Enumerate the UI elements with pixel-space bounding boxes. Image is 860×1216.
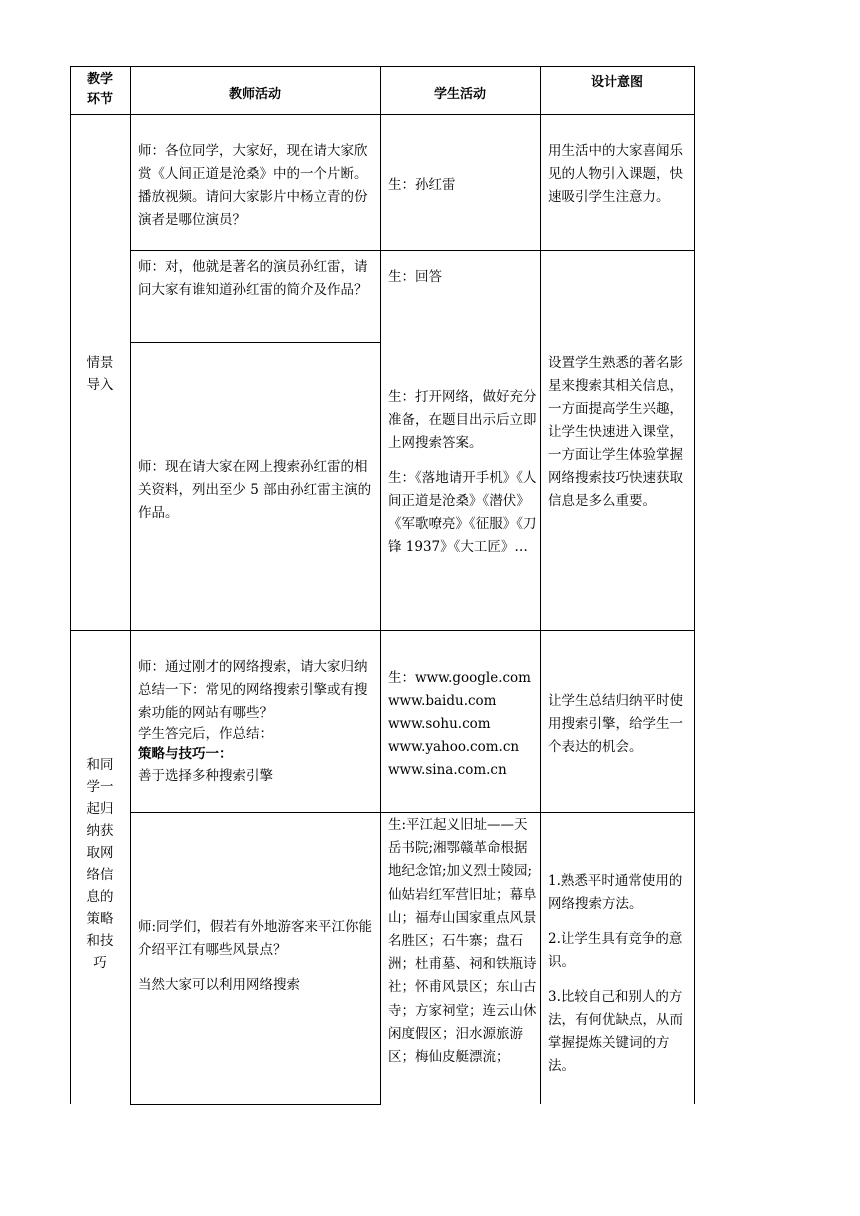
s2-row2-teacher-p2: 当然大家可以利用网络搜索 xyxy=(138,977,300,993)
col-left-border xyxy=(70,66,71,1104)
s2-row2-intent-p1: 1.熟悉平时通常使用的网络搜索方法。 xyxy=(548,873,683,912)
s2-row1-intent: 让学生总结归纳平时使用搜索引擎，给学生一个表达的机会。 xyxy=(548,693,683,755)
s1-row3-student-p2: 生：《落地请开手机》《人间正道是沧桑》《潜伏》《军歌嘹亮》《征服》《刀锋 1937》《大工匠》… xyxy=(388,470,537,555)
s1-row3-student-p1: 生：打开网络，做好充分准备，在题目出示后立即上网搜索答案。 xyxy=(388,389,537,451)
s2-row2-teacher xyxy=(138,916,376,997)
s2-row1-teacher-p3: 善于选择多种搜索引擎 xyxy=(138,768,273,784)
header-teacher-activity: 教师活动 xyxy=(228,87,281,102)
s2-row2-teacher-p1: 师:同学们，假若有外地游客来平江你能介绍平江有哪些风景点？ xyxy=(138,919,373,958)
search-site-line-0: 生：www.google.com xyxy=(388,670,531,686)
col-student-divider xyxy=(540,66,541,1104)
row1-bottom-rule xyxy=(130,250,695,251)
stage-summarize-strategies: 和同 学一 起归 纳获 取网 络信 息的 策略 和技 巧 xyxy=(86,757,114,971)
stage-scenario-intro: 情景 导入 xyxy=(86,355,114,393)
search-site-line-3: www.yahoo.com.cn xyxy=(388,739,520,755)
s2-row2-intent xyxy=(548,870,690,1078)
header-design-intent: 设计意图 xyxy=(590,75,643,90)
header-student-activity: 学生活动 xyxy=(433,87,486,102)
header-stage: 教学 环节 xyxy=(86,72,113,107)
col-stage-divider xyxy=(130,66,131,1105)
s2-row2-intent-p3: 3.比较自己和别人的方法，有何优缺点，从而掌握提炼关键词的方法。 xyxy=(548,989,683,1074)
search-site-line-4: www.sina.com.cn xyxy=(388,762,507,778)
s1-row1-teacher: 师：各位同学，大家好，现在请大家欣赏《人间正道是沧桑》中的一个片断。播放视频。请问大家影片中杨立青的份演者是哪位演员？ xyxy=(138,143,368,228)
search-site-line-2: www.sohu.com xyxy=(388,716,491,732)
s2-row2-intent-p2: 2.让学生具有竞争的意识。 xyxy=(548,931,683,970)
s1-row2-student: 生：回答 xyxy=(388,269,442,285)
header-bottom-rule xyxy=(70,114,695,115)
s1-merged-intent: 设置学生熟悉的著名影星来搜索其相关信息，一方面提高学生兴趣，让学生快速进入课堂，一方面让学生体验掌握网络搜索技巧快速获取信息是多么重要。 xyxy=(548,355,683,509)
section2-teacher-bottom-rule xyxy=(130,1104,380,1105)
s2-row2-student: 生:平江起义旧址——天岳书院;湘鄂赣革命根据地纪念馆;加义烈士陵园;仙姑岩红军营旧址；幕阜山；福寿山国家重点风景名胜区；石牛寨；盘石洲；杜甫墓、祠和铁瓶诗社；怀甫风景区；东山古寺；方家祠堂；连云山休闲度假区；汨水源旅游区；梅仙皮艇漂流； xyxy=(388,817,537,1066)
section2-row1-bottom-rule xyxy=(130,812,695,813)
table-border-top xyxy=(70,66,695,67)
s2-row1-student xyxy=(388,667,538,782)
col-right-border xyxy=(694,66,695,1104)
s1-row3-teacher: 师：现在请大家在网上搜索孙红雷的相关资料，列出至少 5 部由孙红雷主演的作品。 xyxy=(138,459,372,521)
row2-teacher-bottom-rule xyxy=(130,342,380,343)
s2-row1-teacher xyxy=(138,656,376,788)
s1-row3-student xyxy=(388,386,538,559)
search-site-line-1: www.baidu.com xyxy=(388,693,497,709)
col-teacher-divider xyxy=(380,66,381,1105)
s1-row2-teacher: 师：对，他就是著名的演员孙红雷，请问大家有谁知道孙红雷的简介及作品？ xyxy=(138,259,368,298)
s2-row1-teacher-p2: 学生答完后，作总结： xyxy=(138,726,273,742)
s2-row1-teacher-p1: 师：通过刚才的网络搜索，请大家归纳总结一下：常见的网络搜索引擎或有搜索功能的网站有哪些？ xyxy=(138,659,368,721)
s1-row1-intent: 用生活中的大家喜闻乐见的人物引入课题，快速吸引学生注意力。 xyxy=(548,143,683,205)
s2-row1-strategy-heading: 策略与技巧一： xyxy=(138,746,233,762)
s1-row1-student: 生：孙红雷 xyxy=(388,177,456,193)
section1-bottom-rule xyxy=(70,630,695,631)
